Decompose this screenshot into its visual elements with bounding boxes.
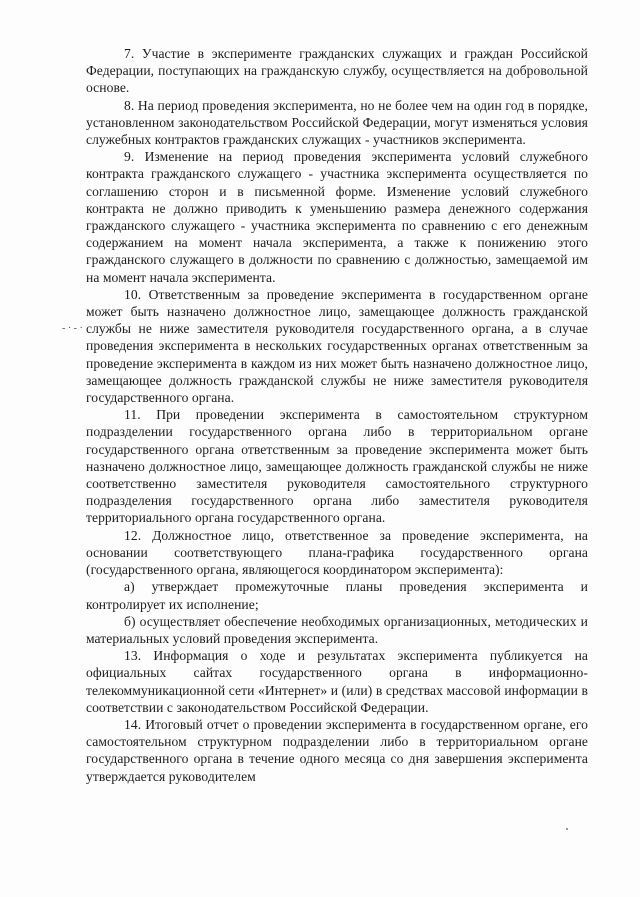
- paragraph-7: 7. Участие в эксперименте гражданских служащих и граждан Российской Федерации, поступающих на гражданскую службу, осуществляется на добровольной основе.: [86, 46, 588, 96]
- paragraph-12: 12. Должностное лицо, ответственное за проведение эксперимента, на основании соответствующего плана-графика государственного органа (государственного органа, являющегося координатором эксперимента):: [86, 527, 588, 578]
- paragraph-10: 10. Ответственным за проведение эксперимента в государственном органе может быть назначено должностное лицо, замещающее должность гражданской службы не ниже заместителя руководителя государственного органа, а в случае проведения эксперимента в нескольких государственных органах ответственным за проведение эксперимента в каждом из них может быть назначено должностное лицо, замещающее должность гражданской службы не ниже заместителя руководителя государственного органа.: [86, 286, 588, 406]
- paragraph-14: 14. Итоговый отчет о проведении эксперимента в государственном органе, его самостоятельном структурном подразделении либо в территориальном органе государственного органа в течение одного месяца со дня завершения эксперимента утверждается руководителем: [86, 716, 588, 784]
- paragraph-12-a: а) утверждает промежуточные планы проведения эксперимента и контролирует их исполнение;: [86, 579, 588, 612]
- document-body: [86, 45, 588, 785]
- paragraph-9: 9. Изменение на период проведения эксперимента условий служебного контракта гражданского служащего - участника эксперимента осуществляется по соглашению сторон и в письменной форме. Изменение условий служебного контракта не должно приводить к уменьшению размера денежного содержания гражданского служащего - участника эксперимента по сравнению с его денежным содержанием на момент начала эксперимента, а также к понижению этого гражданского служащего в должности по сравнению с должностью, замещаемой им на момент начала эксперимента.: [86, 149, 588, 285]
- scan-speck: [566, 828, 568, 830]
- paragraph-13: 13. Информация о ходе и результатах эксперимента публикуется на официальных сайтах государственного органа в информационно-телекоммуникационной сети «Интернет» и (или) в средствах массовой информации в соответствии с законодательством Российской Федерации.: [86, 648, 588, 715]
- paragraph-8: 8. На период проведения эксперимента, но не более чем на один год в порядке, установленном законодательством Российской Федерации, могут изменяться условия служебных контрактов гражданских служащих - участников эксперимента.: [86, 97, 588, 148]
- paragraph-11: 11. При проведении эксперимента в самостоятельном структурном подразделении государственного органа либо в территориальном органе государственного органа ответственным за проведение эксперимента может быть назначено должностное лицо, замещающее должность гражданской службы не ниже соответственно заместителя руководителя самостоятельного структурного подразделения государственного органа либо заместителя руководителя территориального органа государственного органа.: [86, 407, 588, 526]
- paragraph-12-b: б) осуществляет обеспечение необходимых организационных, методических и материальных условий проведения эксперимента.: [86, 613, 588, 646]
- margin-scan-mark: - · - ·: [62, 323, 83, 334]
